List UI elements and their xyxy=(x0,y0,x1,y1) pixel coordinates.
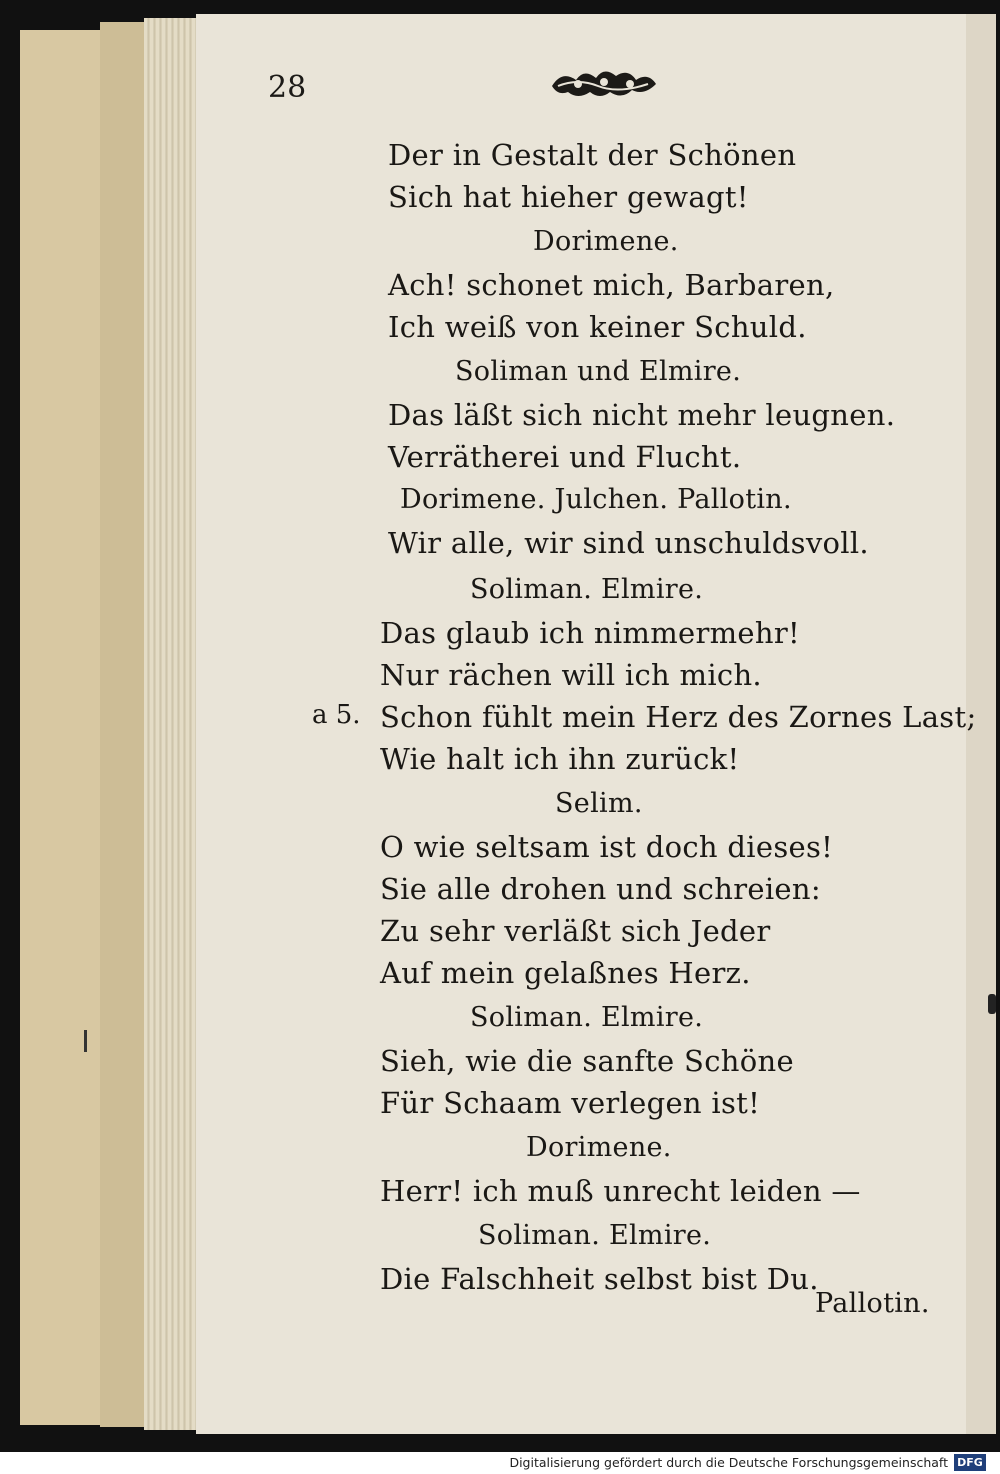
verse-line: Wir alle, wir sind unschuldsvoll. xyxy=(388,526,869,560)
speaker-name: Dorimene. xyxy=(533,226,679,257)
verse-line: Zu sehr verläßt sich Jeder xyxy=(380,914,771,948)
speaker-name: Dorimene. Julchen. Pallotin. xyxy=(400,484,792,515)
verse-line: Wie halt ich ihn zurück! xyxy=(380,742,740,776)
catchword: Pallotin. xyxy=(815,1288,930,1319)
ornament-icon xyxy=(548,62,660,102)
cover-mark xyxy=(84,1030,87,1052)
margin-note: a 5. xyxy=(312,700,361,730)
verse-line: Nur rächen will ich mich. xyxy=(380,658,762,692)
verse-line: Für Schaam verlegen ist! xyxy=(380,1086,761,1120)
page-stack-edges xyxy=(144,18,204,1430)
verse-line: Schon fühlt mein Herz des Zornes Last; xyxy=(380,700,977,734)
book-cover-edge xyxy=(20,30,102,1425)
speaker-name: Soliman. Elmire. xyxy=(478,1220,712,1251)
speaker-name: Soliman. Elmire. xyxy=(470,1002,704,1033)
verse-line: Das glaub ich nimmermehr! xyxy=(380,616,800,650)
dfg-logo-icon: DFG xyxy=(954,1454,986,1471)
verse-line: Verrätherei und Flucht. xyxy=(388,440,742,474)
page-number: 28 xyxy=(268,70,307,105)
verse-line: Ach! schonet mich, Barbaren, xyxy=(388,268,835,302)
verse-line: O wie seltsam ist doch dieses! xyxy=(380,830,834,864)
speaker-name: Soliman und Elmire. xyxy=(455,356,742,387)
verse-line: Sich hat hieher gewagt! xyxy=(388,180,749,214)
verse-line: Auf mein gelaßnes Herz. xyxy=(380,956,751,990)
verse-line: Die Falschheit selbst bist Du. xyxy=(380,1262,819,1296)
footer-bar xyxy=(0,1452,1000,1474)
verse-line: Ich weiß von keiner Schuld. xyxy=(388,310,807,344)
speaker-name: Dorimene. xyxy=(526,1132,672,1163)
verse-line: Das läßt sich nicht mehr leugnen. xyxy=(388,398,896,432)
speaker-name: Selim. xyxy=(555,788,643,819)
verse-line: Sie alle drohen und schreien: xyxy=(380,872,821,906)
digitization-credit: Digitalisierung gefördert durch die Deutsche Forschungsgemeinschaft xyxy=(509,1455,948,1470)
verse-line: Der in Gestalt der Schönen xyxy=(388,138,797,172)
verse-line: Herr! ich muß unrecht leiden — xyxy=(380,1174,861,1208)
speaker-name: Soliman. Elmire. xyxy=(470,574,704,605)
verse-line: Sieh, wie die sanfte Schöne xyxy=(380,1044,794,1078)
